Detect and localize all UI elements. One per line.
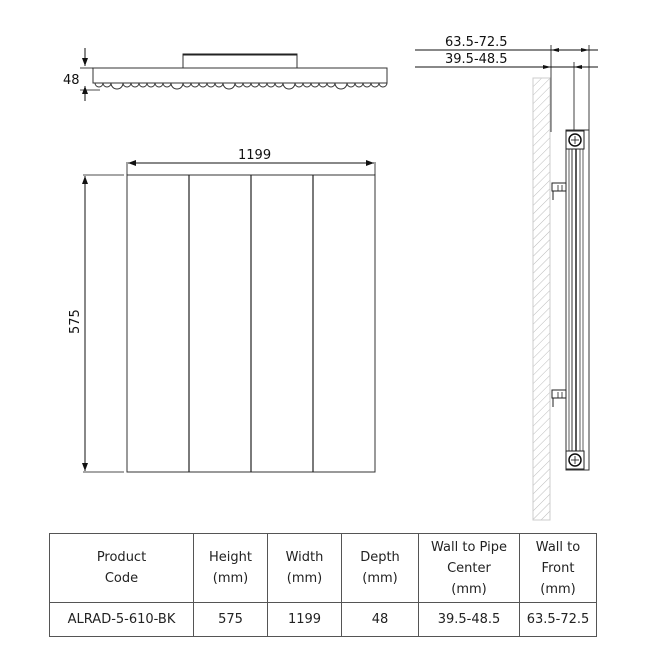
header-height: Height (mm)	[194, 534, 268, 603]
fin-profile	[95, 83, 387, 89]
wall-section	[533, 78, 550, 520]
front-view	[68, 148, 375, 472]
header-product-code: Product Code	[50, 534, 194, 603]
header-depth: Depth (mm)	[342, 534, 419, 603]
table-row	[50, 603, 597, 637]
header-wall-to-front: Wall to Front (mm)	[520, 534, 597, 603]
cell-product-code: ALRAD-5-610-BK	[50, 603, 194, 637]
wall-to-pipe-label: 39.5-48.5	[445, 52, 508, 67]
cell-wall-to-front: 63.5-72.5	[520, 603, 597, 637]
upper-bracket	[552, 183, 566, 200]
spec-table	[49, 533, 597, 637]
height-dimension-label: 575	[68, 309, 83, 334]
cell-wall-to-pipe: 39.5-48.5	[419, 603, 520, 637]
wall-to-front-label: 63.5-72.5	[445, 35, 508, 50]
depth-dimension-label: 48	[63, 73, 80, 88]
side-view	[415, 35, 598, 520]
width-dimension-label: 1199	[238, 148, 272, 163]
table-header-row	[50, 534, 597, 603]
cell-width: 1199	[268, 603, 342, 637]
cell-height: 575	[194, 603, 268, 637]
header-wall-to-pipe: Wall to Pipe Center (mm)	[419, 534, 520, 603]
cell-depth: 48	[342, 603, 419, 637]
lower-bracket	[552, 390, 566, 407]
header-width: Width (mm)	[268, 534, 342, 603]
top-view	[63, 48, 387, 101]
